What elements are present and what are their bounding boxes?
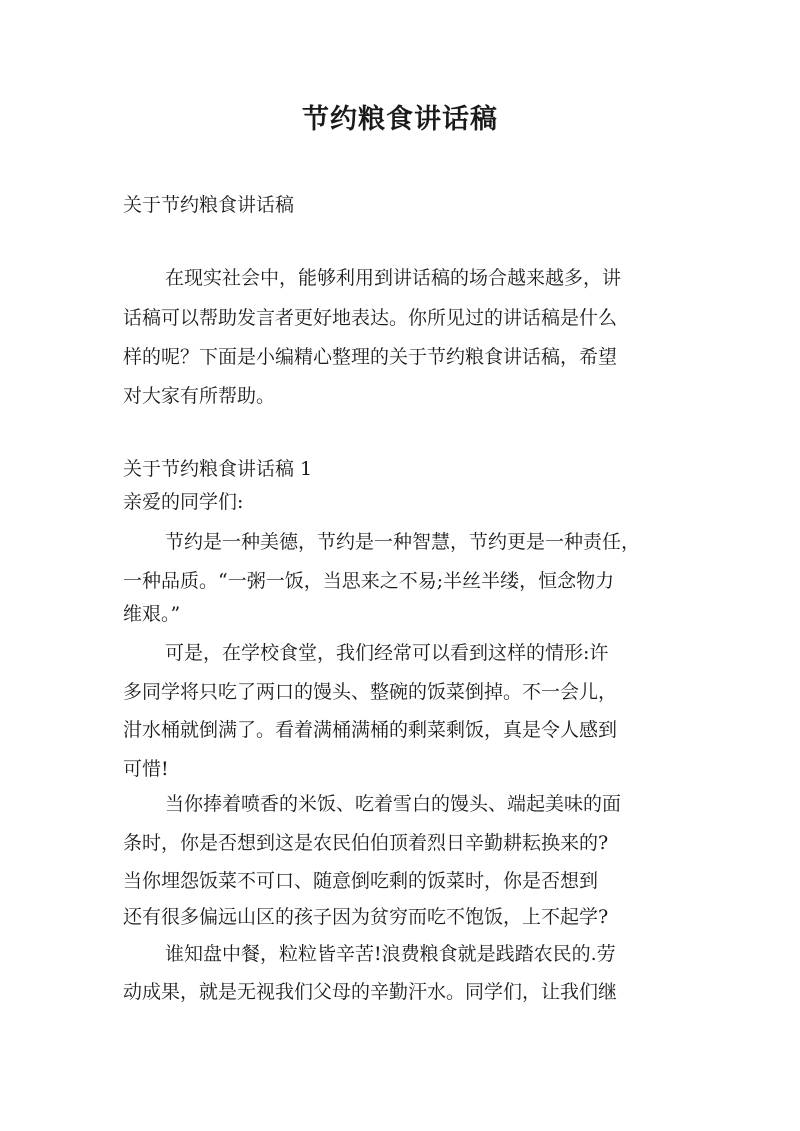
paragraph-line: 动成果，就是无视我们父母的辛勤汗水。同学们，让我们继 bbox=[123, 981, 618, 1003]
intro-line: 在现实社会中，能够利用到讲话稿的场合越来越多，讲 bbox=[165, 267, 622, 289]
paragraph-line: 泔水桶就倒满了。看着满桶满桶的剩菜剩饭，真是令人感到 bbox=[123, 719, 618, 741]
paragraph-line: 可惜! bbox=[123, 758, 169, 780]
paragraph-line: 维艰。” bbox=[123, 603, 181, 625]
paragraph-line: 节约是一种美德，节约是一种智慧，节约更是一种责任， bbox=[165, 531, 641, 553]
paragraph-line: 当你埋怨饭菜不可口、随意倒吃剩的饭菜时，你是否想到 bbox=[123, 870, 599, 892]
paragraph-line: 还有很多偏远山区的孩子因为贫穷而吃不饱饭，上不起学? bbox=[123, 906, 609, 928]
greeting: 亲爱的同学们: bbox=[123, 491, 244, 513]
paragraph-line: 条时，你是否想到这是农民伯伯顶着烈日辛勤耕耘换来的? bbox=[123, 832, 609, 854]
document-title: 节约粮食讲话稿 bbox=[302, 104, 498, 135]
intro-line: 样的呢？下面是小编精心整理的关于节约粮食讲话稿，希望 bbox=[123, 346, 618, 368]
paragraph-line: 可是，在学校食堂，我们经常可以看到这样的情形:许 bbox=[165, 642, 609, 664]
document-subtitle: 关于节约粮食讲话稿 bbox=[123, 194, 295, 216]
section-heading: 关于节约粮食讲话稿 1 bbox=[123, 458, 313, 480]
paragraph-line: 多同学将只吃了两口的馒头、整碗的饭菜倒掉。不一会儿， bbox=[123, 681, 618, 703]
paragraph-line: 一种品质。“一粥一饭，当思来之不易;半丝半缕，恒念物力 bbox=[123, 570, 615, 592]
intro-line: 对大家有所帮助。 bbox=[123, 385, 276, 407]
paragraph-line: 当你捧着喷香的米饭、吃着雪白的馒头、端起美味的面 bbox=[165, 793, 622, 815]
intro-line: 话稿可以帮助发言者更好地表达。你所见过的讲话稿是什么 bbox=[123, 307, 618, 329]
paragraph-line: 谁知盘中餐，粒粒皆辛苦!浪费粮食就是践踏农民的.劳 bbox=[165, 943, 616, 965]
